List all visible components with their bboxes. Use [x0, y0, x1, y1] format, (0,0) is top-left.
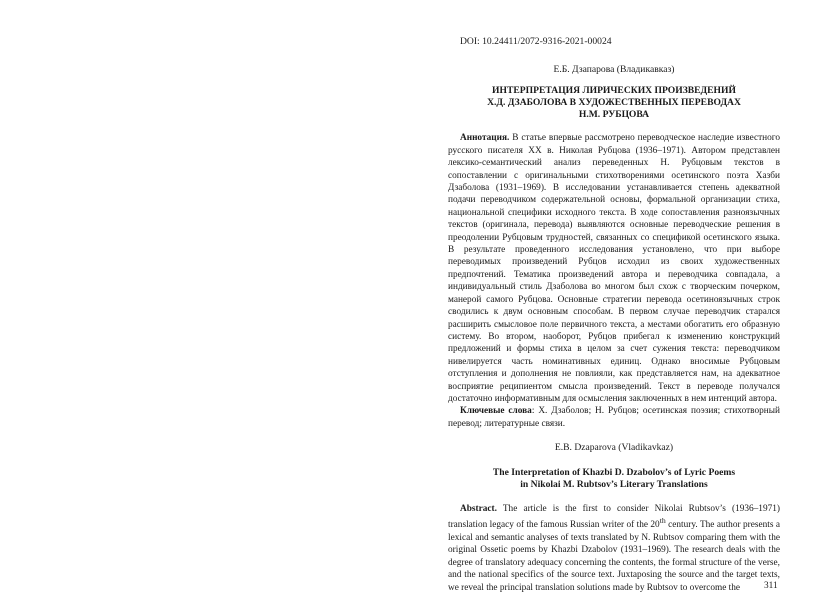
title-ru-line-1: ИНТЕРПРЕТАЦИЯ ЛИРИЧЕСКИХ ПРОИЗВЕДЕНИЙ — [492, 84, 736, 96]
title-ru-line-2: Х.Д. ДЗАБОЛОВА В ХУДОЖЕСТВЕННЫХ ПЕРЕВОДАХ — [487, 97, 741, 109]
journal-page — [448, 36, 780, 594]
title-en-line-1: The Interpretation of Khazbi D. Dzabolov’s of Lyric Poems — [492, 466, 736, 478]
abstract-ru-text: В статье впервые рассмотрено переводческое наследие известного русского писателя XX в. Николая Рубцова (1936–1971). Автором представлен лексико-семантический анализ переведенных Н. Рубцовым текстов в сопоставлении с оригинальными стихотворениями осетинского поэта Хазби Дзаболова (1931–1969). В исследовании устанавливается степень адекватной подачи переводчиком содержательной основы, формальной организации стиха, национальной специфики исходного текста. В ходе сопоставления разноязычных текстов (оригинала, перевода) выявляются основные переводческие решения в преодолении Рубцовым трудностей, связанных со спецификой осетинского языка. В результате проведенного исследования установлено, что при выборе переводимых произведений Рубцов исходил из своих художественных предпочтений. Тематика произведений автора и переводчика совпадала, а индивидуальный стиль Дзаболова во многом был схож с творческим почерком, манерой самого Рубцова. Основные стратегии перевода осетиноязычных строк сводились к двум основным способам. В первом случае переводчик старался расширить смысловое поле первичного текста, а местами обогатить его образную систему. Во втором, наоборот, Рубцов прибегал к изменению конструкций предложений и формы стиха в целом за счет сужения текста: переводчиком нивелируется часть номинативных единиц. Однако вносимые Рубцовым отступления и дополнения не повлияли, как представляется нам, на адекватное восприятие реципиентом смысла произведений. Текст в переводе получался достаточно информативным для осмысления заключенных в нем интенций автора. — [448, 133, 780, 404]
keywords-ru-text: : Х. Дзаболов; Н. Рубцов; осетинская поэзия; стихотворный перевод; литературные связи. — [448, 406, 780, 429]
author-ru: Е.Б. Дзапарова (Владикавказ) — [553, 64, 675, 76]
abstract-ru — [448, 132, 780, 405]
abstract-en-text-1: The article is the first to consider Nikolai Rubtsov’s (1936–1971) translation legacy of the famous Russian writer of the 20 — [448, 503, 780, 531]
page-number: 311 — [764, 581, 778, 591]
abstract-en-sup: th — [659, 516, 666, 526]
abstract-en-label: Abstract. — [460, 503, 497, 514]
abstract-en — [448, 503, 780, 594]
doi-line: DOI: 10.24411/2072-9316-2021-00024 — [460, 36, 612, 47]
title-ru — [448, 85, 780, 122]
abstract-en-text-2: century. The author presents a lexical and semantic analyses of texts translated by N. Rubtsov comparing them with the original Ossetic poems by Khazbi Dzabolov (1931–1969). The research deals with the degree of translatory adequacy concerning the contents, the formal structure of the verse, and the national specifics of the source text. Juxtaposing the source and the target texts, we reveal the principal translation solutions made by Rubtsov to overcome the — [448, 520, 780, 593]
keywords-ru-label: Ключевые слова — [460, 406, 532, 417]
title-en-line-2: in Nikolai M. Rubtsov’s Literary Translations — [520, 478, 708, 490]
abstract-ru-label: Аннотация. — [460, 133, 510, 144]
author-en: E.B. Dzaparova (Vladikavkaz) — [554, 442, 674, 454]
keywords-ru — [448, 405, 780, 430]
title-en — [448, 467, 780, 491]
title-ru-line-3: Н.М. РУБЦОВА — [578, 109, 650, 121]
